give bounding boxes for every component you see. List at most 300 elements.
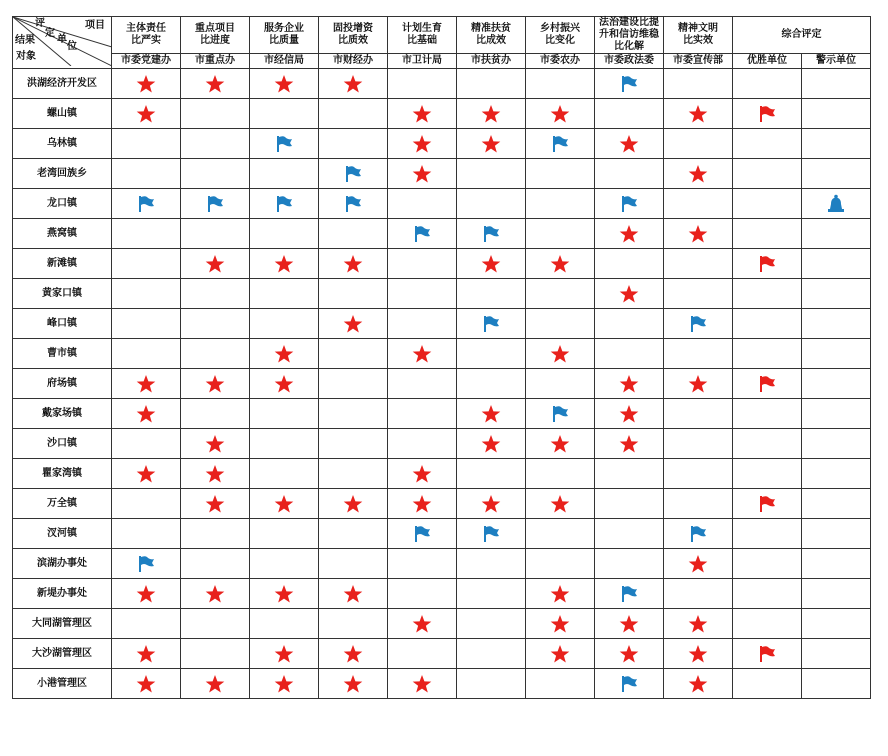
red-star-icon bbox=[112, 584, 180, 604]
mark-cell bbox=[595, 159, 664, 189]
row-name: 洪湖经济开发区 bbox=[13, 69, 112, 99]
row-name: 螺山镇 bbox=[13, 99, 112, 129]
mark-cell bbox=[250, 189, 319, 219]
mark-cell bbox=[181, 219, 250, 249]
column-title-line: 精神文明 bbox=[678, 23, 718, 34]
table-row bbox=[13, 279, 871, 309]
mark-cell bbox=[595, 549, 664, 579]
mark-cell bbox=[319, 279, 388, 309]
red-star-icon bbox=[319, 674, 387, 694]
red-star-icon bbox=[250, 254, 318, 274]
mark-cell bbox=[388, 579, 457, 609]
mark-cell bbox=[112, 639, 181, 669]
mark-cell bbox=[664, 99, 733, 129]
mark-cell bbox=[526, 609, 595, 639]
corner-label-duixiang: 对象 bbox=[16, 51, 36, 62]
row-name: 黄家口镇 bbox=[13, 279, 112, 309]
table-row bbox=[13, 549, 871, 579]
table-row bbox=[13, 189, 871, 219]
row-name: 新堤办事处 bbox=[13, 579, 112, 609]
mark-cell bbox=[181, 459, 250, 489]
blue-flag-icon bbox=[457, 315, 525, 333]
mark-cell bbox=[112, 669, 181, 699]
red-star-icon bbox=[526, 644, 594, 664]
mark-cell bbox=[457, 309, 526, 339]
red-star-icon bbox=[664, 554, 732, 574]
column-title-line: 比严实 bbox=[131, 35, 161, 46]
blue-flag-icon bbox=[112, 195, 180, 213]
mark-cell bbox=[802, 429, 871, 459]
red-star-icon bbox=[319, 74, 387, 94]
mark-cell bbox=[457, 639, 526, 669]
row-name: 龙口镇 bbox=[13, 189, 112, 219]
red-star-icon bbox=[595, 434, 663, 454]
mark-cell bbox=[250, 639, 319, 669]
mark-cell bbox=[802, 489, 871, 519]
red-star-icon bbox=[388, 674, 456, 694]
mark-cell bbox=[181, 69, 250, 99]
mark-cell bbox=[595, 339, 664, 369]
mark-cell bbox=[733, 159, 802, 189]
mark-cell bbox=[457, 369, 526, 399]
corner-label-ping: 评 bbox=[35, 18, 45, 29]
red-star-icon bbox=[457, 404, 525, 424]
mark-cell bbox=[526, 219, 595, 249]
mark-cell bbox=[664, 459, 733, 489]
mark-cell bbox=[250, 279, 319, 309]
mark-cell bbox=[664, 639, 733, 669]
mark-cell bbox=[112, 579, 181, 609]
red-star-icon bbox=[112, 374, 180, 394]
mark-cell bbox=[112, 519, 181, 549]
table-row bbox=[13, 339, 871, 369]
red-star-icon bbox=[595, 644, 663, 664]
mark-cell bbox=[457, 609, 526, 639]
red-star-icon bbox=[181, 464, 249, 484]
blue-flag-icon bbox=[250, 135, 318, 153]
red-star-icon bbox=[112, 74, 180, 94]
mark-cell bbox=[319, 669, 388, 699]
mark-cell bbox=[595, 369, 664, 399]
mark-cell bbox=[526, 129, 595, 159]
mark-cell bbox=[112, 609, 181, 639]
mark-cell bbox=[664, 129, 733, 159]
red-star-icon bbox=[664, 614, 732, 634]
corner-label-wei: 位 bbox=[67, 41, 77, 52]
mark-cell bbox=[595, 669, 664, 699]
mark-cell bbox=[319, 459, 388, 489]
mark-cell bbox=[250, 669, 319, 699]
mark-cell bbox=[733, 309, 802, 339]
blue-flag-icon bbox=[664, 315, 732, 333]
mark-cell bbox=[388, 459, 457, 489]
mark-cell bbox=[595, 609, 664, 639]
red-star-icon bbox=[319, 494, 387, 514]
red-star-icon bbox=[250, 584, 318, 604]
red-star-icon bbox=[526, 614, 594, 634]
red-star-icon bbox=[664, 104, 732, 124]
table-row bbox=[13, 219, 871, 249]
mark-cell bbox=[802, 519, 871, 549]
mark-cell bbox=[664, 669, 733, 699]
mark-cell bbox=[595, 189, 664, 219]
red-star-icon bbox=[664, 644, 732, 664]
red-star-icon bbox=[388, 464, 456, 484]
mark-cell bbox=[181, 669, 250, 699]
red-star-icon bbox=[181, 674, 249, 694]
mark-cell bbox=[802, 219, 871, 249]
red-star-icon bbox=[388, 614, 456, 634]
mark-cell bbox=[664, 489, 733, 519]
summary-title: 综合评定 bbox=[733, 17, 871, 54]
mark-cell bbox=[388, 639, 457, 669]
column-unit-3: 市经信局 bbox=[250, 54, 319, 69]
column-unit-6: 市扶贫办 bbox=[457, 54, 526, 69]
red-flag-icon bbox=[733, 495, 801, 513]
mark-cell bbox=[319, 609, 388, 639]
mark-cell bbox=[526, 249, 595, 279]
red-star-icon bbox=[664, 674, 732, 694]
mark-cell bbox=[319, 159, 388, 189]
red-star-icon bbox=[319, 584, 387, 604]
mark-cell bbox=[319, 189, 388, 219]
mark-cell bbox=[388, 519, 457, 549]
mark-cell bbox=[181, 399, 250, 429]
column-title-line: 比化解 bbox=[614, 41, 644, 52]
red-star-icon bbox=[457, 434, 525, 454]
mark-cell bbox=[319, 69, 388, 99]
mark-cell bbox=[319, 249, 388, 279]
corner-label-ding: 定 bbox=[45, 28, 55, 39]
mark-cell bbox=[181, 129, 250, 159]
mark-cell bbox=[526, 279, 595, 309]
mark-cell bbox=[319, 639, 388, 669]
red-star-icon bbox=[595, 134, 663, 154]
red-star-icon bbox=[250, 344, 318, 364]
row-name: 大沙湖管理区 bbox=[13, 639, 112, 669]
red-star-icon bbox=[526, 434, 594, 454]
column-unit-4: 市财经办 bbox=[319, 54, 388, 69]
mark-cell bbox=[595, 459, 664, 489]
red-star-icon bbox=[595, 404, 663, 424]
table-row bbox=[13, 429, 871, 459]
mark-cell bbox=[250, 99, 319, 129]
row-name: 大同湖管理区 bbox=[13, 609, 112, 639]
mark-cell bbox=[388, 609, 457, 639]
column-title-line: 乡村振兴 bbox=[540, 23, 580, 34]
mark-cell bbox=[595, 129, 664, 159]
mark-cell bbox=[250, 249, 319, 279]
table-row bbox=[13, 579, 871, 609]
mark-cell bbox=[112, 159, 181, 189]
red-star-icon bbox=[664, 164, 732, 184]
column-title-line: 升和信访维稳 bbox=[599, 29, 659, 40]
red-star-icon bbox=[250, 74, 318, 94]
red-star-icon bbox=[388, 104, 456, 124]
mark-cell bbox=[250, 549, 319, 579]
mark-cell bbox=[181, 279, 250, 309]
column-title-6 bbox=[457, 17, 526, 54]
mark-cell bbox=[250, 219, 319, 249]
red-star-icon bbox=[319, 314, 387, 334]
summary-unit-1: 优胜单位 bbox=[733, 54, 802, 69]
mark-cell bbox=[388, 399, 457, 429]
mark-cell bbox=[388, 369, 457, 399]
table-row bbox=[13, 669, 871, 699]
mark-cell bbox=[250, 369, 319, 399]
red-star-icon bbox=[595, 614, 663, 634]
mark-cell bbox=[388, 129, 457, 159]
red-star-icon bbox=[526, 494, 594, 514]
evaluation-table bbox=[12, 16, 871, 699]
mark-cell bbox=[664, 309, 733, 339]
mark-cell bbox=[388, 339, 457, 369]
red-star-icon bbox=[112, 674, 180, 694]
mark-cell bbox=[112, 489, 181, 519]
mark-cell bbox=[457, 129, 526, 159]
mark-cell bbox=[319, 579, 388, 609]
mark-cell bbox=[664, 159, 733, 189]
mark-cell bbox=[802, 669, 871, 699]
mark-cell bbox=[388, 219, 457, 249]
table-row bbox=[13, 369, 871, 399]
blue-flag-icon bbox=[595, 585, 663, 603]
mark-cell bbox=[802, 549, 871, 579]
mark-cell bbox=[595, 519, 664, 549]
mark-cell bbox=[664, 579, 733, 609]
blue-flag-icon bbox=[181, 195, 249, 213]
mark-cell bbox=[388, 489, 457, 519]
row-name: 峰口镇 bbox=[13, 309, 112, 339]
mark-cell bbox=[112, 129, 181, 159]
corner-label-xiangmu: 项目 bbox=[85, 20, 105, 31]
blue-flag-icon bbox=[388, 225, 456, 243]
mark-cell bbox=[457, 429, 526, 459]
mark-cell bbox=[319, 219, 388, 249]
blue-flag-icon bbox=[112, 555, 180, 573]
blue-flag-icon bbox=[526, 405, 594, 423]
red-star-icon bbox=[388, 134, 456, 154]
mark-cell bbox=[733, 519, 802, 549]
mark-cell bbox=[733, 429, 802, 459]
table-row bbox=[13, 129, 871, 159]
column-title-4 bbox=[319, 17, 388, 54]
mark-cell bbox=[526, 339, 595, 369]
mark-cell bbox=[250, 459, 319, 489]
mark-cell bbox=[388, 549, 457, 579]
red-star-icon bbox=[181, 74, 249, 94]
mark-cell bbox=[250, 339, 319, 369]
red-star-icon bbox=[319, 644, 387, 664]
blue-flag-icon bbox=[457, 225, 525, 243]
mark-cell bbox=[457, 279, 526, 309]
mark-cell bbox=[526, 99, 595, 129]
column-unit-5: 市卫计局 bbox=[388, 54, 457, 69]
mark-cell bbox=[388, 189, 457, 219]
column-title-3 bbox=[250, 17, 319, 54]
mark-cell bbox=[112, 549, 181, 579]
row-name: 滨湖办事处 bbox=[13, 549, 112, 579]
mark-cell bbox=[457, 579, 526, 609]
mark-cell bbox=[802, 159, 871, 189]
blue-flag-icon bbox=[595, 675, 663, 693]
mark-cell bbox=[595, 99, 664, 129]
red-star-icon bbox=[181, 494, 249, 514]
red-star-icon bbox=[457, 104, 525, 124]
mark-cell bbox=[457, 69, 526, 99]
row-name: 燕窝镇 bbox=[13, 219, 112, 249]
mark-cell bbox=[733, 189, 802, 219]
red-flag-icon bbox=[733, 645, 801, 663]
mark-cell bbox=[664, 279, 733, 309]
mark-cell bbox=[457, 519, 526, 549]
mark-cell bbox=[802, 189, 871, 219]
mark-cell bbox=[526, 429, 595, 459]
mark-cell bbox=[319, 129, 388, 159]
mark-cell bbox=[664, 609, 733, 639]
red-star-icon bbox=[526, 584, 594, 604]
mark-cell bbox=[733, 399, 802, 429]
red-star-icon bbox=[112, 464, 180, 484]
mark-cell bbox=[733, 129, 802, 159]
blue-flag-icon bbox=[388, 525, 456, 543]
red-star-icon bbox=[250, 374, 318, 394]
mark-cell bbox=[733, 459, 802, 489]
mark-cell bbox=[733, 69, 802, 99]
mark-cell bbox=[664, 549, 733, 579]
mark-cell bbox=[802, 249, 871, 279]
mark-cell bbox=[181, 249, 250, 279]
red-star-icon bbox=[457, 494, 525, 514]
column-title-line: 固投增资 bbox=[333, 23, 373, 34]
red-star-icon bbox=[112, 404, 180, 424]
mark-cell bbox=[181, 369, 250, 399]
row-name: 小港管理区 bbox=[13, 669, 112, 699]
mark-cell bbox=[802, 129, 871, 159]
evaluation-table-container bbox=[12, 16, 871, 699]
mark-cell bbox=[526, 369, 595, 399]
column-title-5 bbox=[388, 17, 457, 54]
mark-cell bbox=[457, 249, 526, 279]
table-row bbox=[13, 69, 871, 99]
row-name: 新滩镇 bbox=[13, 249, 112, 279]
table-row bbox=[13, 249, 871, 279]
red-star-icon bbox=[595, 224, 663, 244]
red-star-icon bbox=[112, 104, 180, 124]
mark-cell bbox=[595, 69, 664, 99]
mark-cell bbox=[802, 399, 871, 429]
mark-cell bbox=[595, 639, 664, 669]
mark-cell bbox=[733, 639, 802, 669]
mark-cell bbox=[733, 489, 802, 519]
mark-cell bbox=[457, 219, 526, 249]
mark-cell bbox=[388, 159, 457, 189]
mark-cell bbox=[250, 129, 319, 159]
mark-cell bbox=[112, 279, 181, 309]
mark-cell bbox=[526, 579, 595, 609]
mark-cell bbox=[319, 519, 388, 549]
row-name: 沙口镇 bbox=[13, 429, 112, 459]
mark-cell bbox=[319, 429, 388, 459]
mark-cell bbox=[250, 609, 319, 639]
row-name: 府场镇 bbox=[13, 369, 112, 399]
mark-cell bbox=[595, 309, 664, 339]
blue-flag-icon bbox=[250, 195, 318, 213]
red-star-icon bbox=[181, 584, 249, 604]
red-flag-icon bbox=[733, 375, 801, 393]
mark-cell bbox=[733, 279, 802, 309]
red-flag-icon bbox=[733, 105, 801, 123]
mark-cell bbox=[595, 279, 664, 309]
row-name: 戴家场镇 bbox=[13, 399, 112, 429]
mark-cell bbox=[181, 99, 250, 129]
summary-unit-2: 警示单位 bbox=[802, 54, 871, 69]
mark-cell bbox=[664, 219, 733, 249]
table-row bbox=[13, 489, 871, 519]
red-star-icon bbox=[181, 254, 249, 274]
mark-cell bbox=[664, 519, 733, 549]
mark-cell bbox=[457, 99, 526, 129]
mark-cell bbox=[526, 519, 595, 549]
corner-header-cell bbox=[13, 17, 112, 69]
mark-cell bbox=[319, 309, 388, 339]
mark-cell bbox=[802, 459, 871, 489]
mark-cell bbox=[250, 69, 319, 99]
column-title-line: 比质量 bbox=[269, 35, 299, 46]
mark-cell bbox=[181, 639, 250, 669]
mark-cell bbox=[250, 579, 319, 609]
red-star-icon bbox=[595, 374, 663, 394]
mark-cell bbox=[388, 429, 457, 459]
mark-cell bbox=[388, 309, 457, 339]
mark-cell bbox=[457, 399, 526, 429]
mark-cell bbox=[664, 429, 733, 459]
blue-flag-icon bbox=[664, 525, 732, 543]
corner-label-jieguo: 结果 bbox=[15, 35, 35, 46]
mark-cell bbox=[457, 159, 526, 189]
corner-label-dan: 单 bbox=[57, 34, 67, 45]
mark-cell bbox=[664, 249, 733, 279]
mark-cell bbox=[526, 459, 595, 489]
red-star-icon bbox=[112, 644, 180, 664]
mark-cell bbox=[802, 279, 871, 309]
blue-flag-icon bbox=[595, 195, 663, 213]
mark-cell bbox=[733, 339, 802, 369]
mark-cell bbox=[319, 99, 388, 129]
mark-cell bbox=[802, 339, 871, 369]
table-row bbox=[13, 159, 871, 189]
table-row bbox=[13, 99, 871, 129]
column-unit-8: 市委政法委 bbox=[595, 54, 664, 69]
red-star-icon bbox=[388, 344, 456, 364]
mark-cell bbox=[802, 579, 871, 609]
row-name: 乌林镇 bbox=[13, 129, 112, 159]
mark-cell bbox=[181, 489, 250, 519]
red-star-icon bbox=[457, 254, 525, 274]
red-star-icon bbox=[319, 254, 387, 274]
table-row bbox=[13, 639, 871, 669]
mark-cell bbox=[526, 639, 595, 669]
mark-cell bbox=[112, 429, 181, 459]
mark-cell bbox=[319, 489, 388, 519]
column-title-line: 精准扶贫 bbox=[471, 23, 511, 34]
mark-cell bbox=[319, 549, 388, 579]
mark-cell bbox=[181, 549, 250, 579]
mark-cell bbox=[112, 309, 181, 339]
column-unit-7: 市委农办 bbox=[526, 54, 595, 69]
mark-cell bbox=[595, 429, 664, 459]
red-star-icon bbox=[388, 164, 456, 184]
